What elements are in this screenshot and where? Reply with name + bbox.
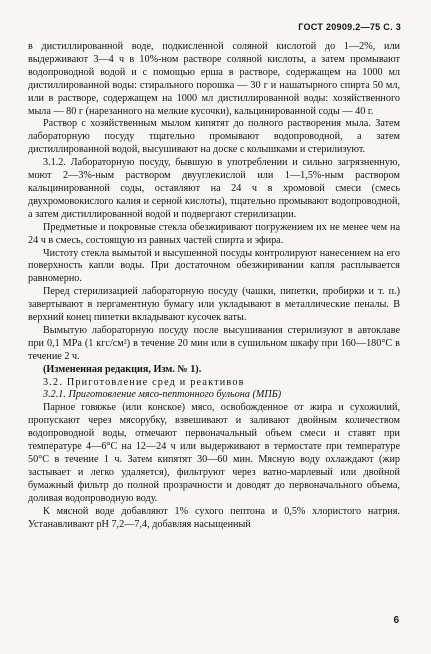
paragraph: Раствор с хозяйственным мылом кипятят до полного растворения мыла. Затем лабораторную посуду тщательно промывают водопроводной, а затем дистиллированной водой, высушивают на доске с колышками и стерилизуют.	[28, 118, 400, 156]
paragraph: Парное говяжье (или конское) мясо, освобожденное от жира и сухожилий, пропускают через мясорубку, взвешивают и заливают двойным количеством водопроводной воды, отмечают первоначальный объем смеси и ставят при температуре 4—6°С на 12—24 ч или выдерживают в термостате при температуре 50°С в течение 1 ч. Затем кипятят 30—60 мин. Мясную воду охлаждают (жир застывает и легко удаляется), фильтруют через ватно-марлевый или двойной бумажный фильтр до полной прозрачности и доводят до первоначального объема, доливая водопроводную воду.	[28, 402, 400, 504]
paragraph: 3.1.2. Лабораторную посуду, бывшую в употреблении и сильно загрязненную, моют 2—3%-ным раствором двууглекислой или 1—1,5%-ным раствором кальцинированной соды, оставляют на 24 ч в хромовой смеси (смесь двухромовокислого калия и серной кислоты), тщательно промывают водопроводной, а затем дистиллированной водой и подвергают стерилизации.	[28, 157, 400, 220]
paragraph: К мясной воде добавляют 1% сухого пептона и 0,5% хлористого натрия. Устанавливают рН 7,2—7,4, добавляя насыщенный	[28, 505, 400, 530]
paragraph: Вымытую лабораторную посуду после высушивания стерилизуют в автоклаве при 0,1 MPa (1 кгс/см²) в течение 20 мин или в сушильном шкафу при 160—180°С в течение 2 ч.	[28, 324, 400, 362]
section-heading: 3.2. Приготовление сред и реактивов	[43, 376, 245, 388]
amendment-note: (Измененная редакция, Изм. № 1).	[43, 363, 202, 375]
page-number: 6	[393, 615, 399, 626]
body-text	[28, 41, 400, 531]
paragraph: Перед стерилизацией лабораторную посуду (чашки, пипетки, пробирки и т. п.) завертывают в пергаментную бумагу или укладывают в металлические пеналы. В верхний конец пипетки вкладывают кусочек ваты.	[28, 286, 400, 324]
paragraph: в дистиллированной воде, подкисленной соляной кислотой до 1—2%, или выдерживают 3—4 ч в 10%-ном растворе соляной кислоты, а затем промывают водопроводной водой и с помощью ерша в растворе, содержащем на 1000 мл дистиллированной воды: стирального порошка — 30 г и нашатырного спирта 50 мл, или в растворе, содержащем на 1000 мл дистиллированной воды: хозяйственного мыла — 80 г (нарезанного на мелкие кусочки), кальцинированной соды — 40 г.	[28, 41, 400, 117]
paragraph: Чистоту стекла вымытой и высушенной посуды контролируют нанесением на его поверхность капли воды. При достаточном обезжиривании капля расплывается равномерно.	[28, 247, 400, 285]
page-header: ГОСТ 20909.2—75 С. 3	[298, 22, 401, 32]
paragraph: Предметные и покровные стекла обезжиривают погружением их не менее чем на 24 ч в смесь, состоящую из равных частей спирта и эфира.	[28, 221, 400, 246]
subsection-heading: 3.2.1. Приготовление мясо-пептонного бульона (МПБ)	[43, 389, 282, 401]
